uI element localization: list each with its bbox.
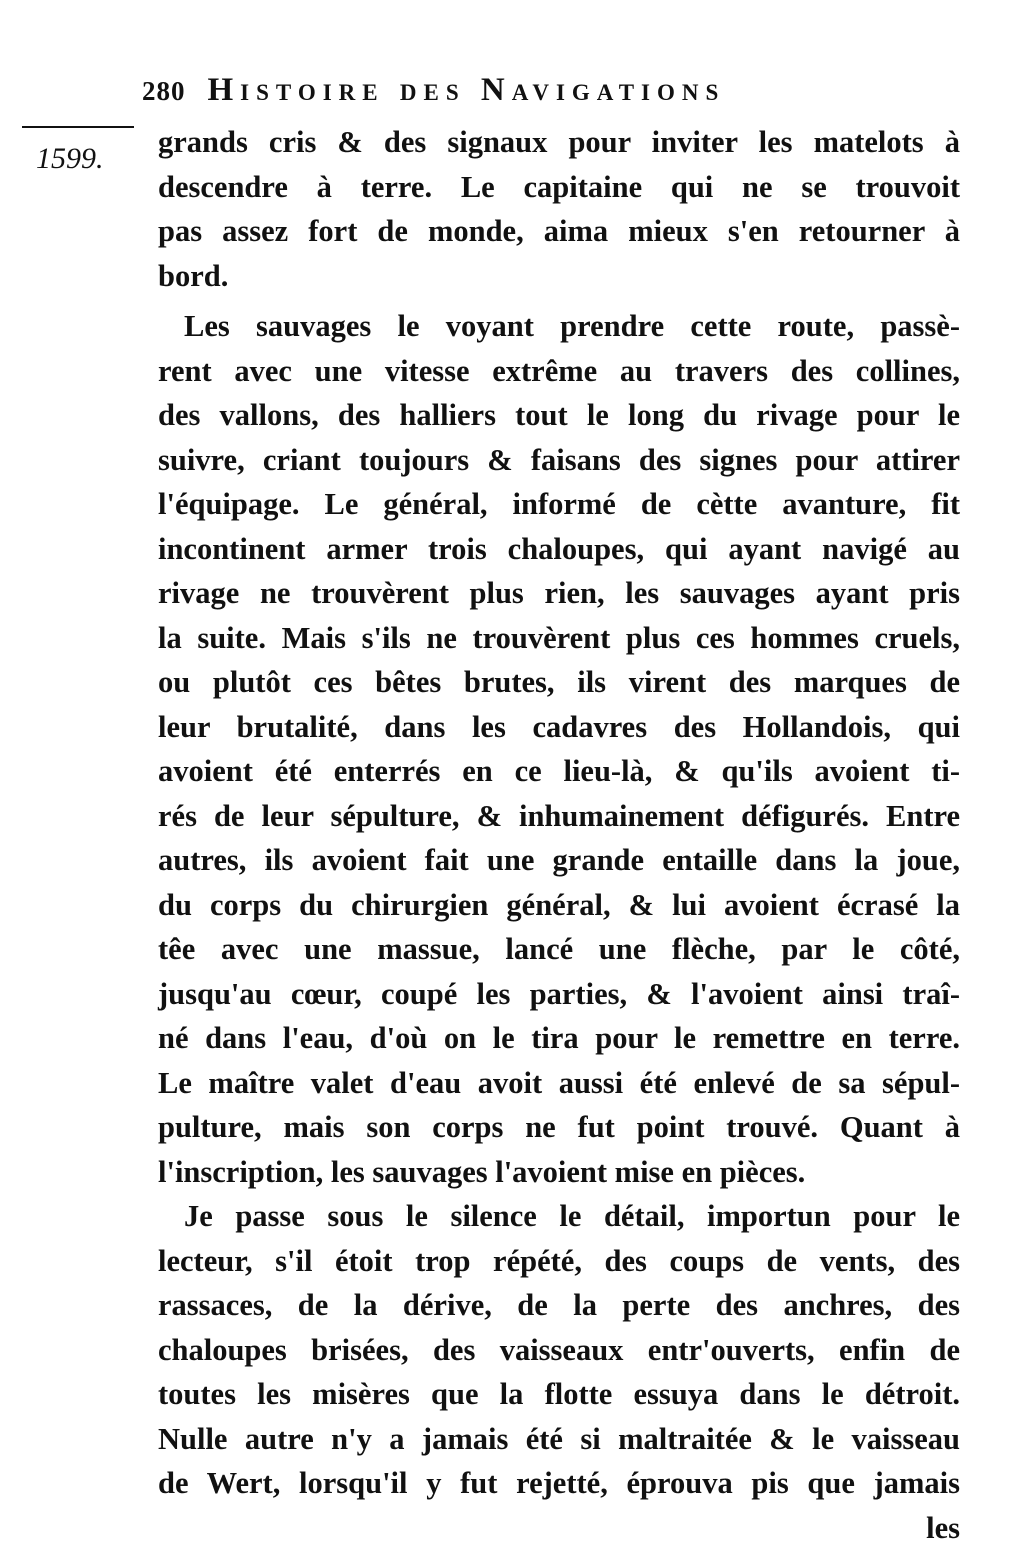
text-line: lecteur, s'il étoit trop répété, des coups de vents, des [158, 1239, 960, 1284]
text-line: incontinent armer trois chaloupes, qui ayant navigé au [158, 527, 960, 572]
text-line: l'équipage. Le général, informé de cètte avanture, fit [158, 482, 960, 527]
text-line: l'inscription, les sauvages l'avoient mise en pièces. [158, 1150, 960, 1195]
text-line: chaloupes brisées, des vaisseaux entr'ouverts, enfin de [158, 1328, 960, 1373]
text-line: rent avec une vitesse extrême au travers des collines, [158, 349, 960, 394]
paragraph-2 [158, 304, 960, 1194]
text-line: Les sauvages le voyant prendre cette route, passè- [158, 304, 960, 349]
paragraph-3 [158, 1194, 960, 1506]
text-line: bord. [158, 254, 960, 299]
text-line: Nulle autre n'y a jamais été si maltraitée & le vaisseau [158, 1417, 960, 1462]
text-line: rés de leur sépulture, & inhumainement défigurés. Entre [158, 794, 960, 839]
text-line: la suite. Mais s'ils ne trouvèrent plus ces hommes cruels, [158, 616, 960, 661]
text-line: pas assez fort de monde, aima mieux s'en retourner à [158, 209, 960, 254]
text-line: suivre, criant toujours & faisans des signes pour attirer [158, 438, 960, 483]
text-line: leur brutalité, dans les cadavres des Hollandois, qui [158, 705, 960, 750]
text-line: rassaces, de la dérive, de la perte des anchres, des [158, 1283, 960, 1328]
text-line: rivage ne trouvèrent plus rien, les sauvages ayant pris [158, 571, 960, 616]
text-line: pulture, mais son corps ne fut point trouvé. Quant à [158, 1105, 960, 1150]
margin-year: 1599. [36, 142, 104, 176]
paragraph-1 [158, 120, 960, 298]
text-line: descendre à terre. Le capitaine qui ne se trouvoit [158, 165, 960, 210]
text-line: du corps du chirurgien général, & lui avoient écrasé la [158, 883, 960, 928]
text-line: des vallons, des halliers tout le long du rivage pour le [158, 393, 960, 438]
text-line: têe avec une massue, lancé une flèche, par le côté, [158, 927, 960, 972]
text-line: grands cris & des signaux pour inviter les matelots à [158, 120, 960, 165]
margin-rule [22, 126, 134, 128]
page-number: 280 [142, 76, 186, 107]
catchword: les [158, 1506, 960, 1550]
text-line: toutes les misères que la flotte essuya dans le détroit. [158, 1372, 960, 1417]
text-line: ou plutôt ces bêtes brutes, ils virent des marques de [158, 660, 960, 705]
text-line: de Wert, lorsqu'il y fut rejetté, éprouva pis que jamais [158, 1461, 960, 1506]
text-line: Je passe sous le silence le détail, importun pour le [158, 1194, 960, 1239]
text-line: né dans l'eau, d'où on le tira pour le remettre en terre. [158, 1016, 960, 1061]
text-line: Le maître valet d'eau avoit aussi été enlevé de sa sépul- [158, 1061, 960, 1106]
text-line: avoient été enterrés en ce lieu-là, & qu'ils avoient ti- [158, 749, 960, 794]
text-line: autres, ils avoient fait une grande entaille dans la joue, [158, 838, 960, 883]
page-header [142, 72, 882, 116]
text-line: jusqu'au cœur, coupé les parties, & l'avoient ainsi traî- [158, 972, 960, 1017]
running-title: Histoire des Navigations [208, 72, 726, 109]
body-text [158, 120, 960, 1550]
